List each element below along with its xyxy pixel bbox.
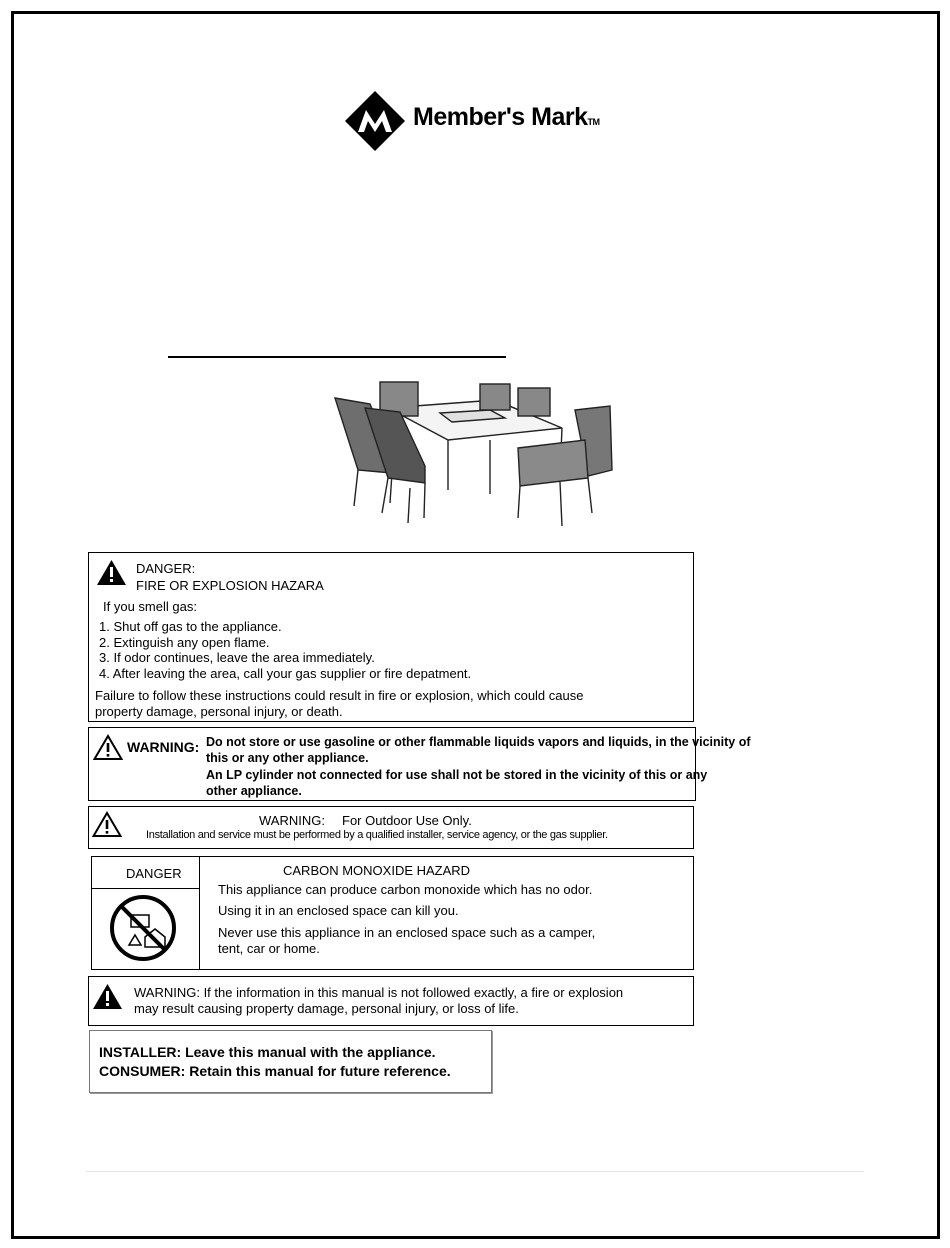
warning-outdoor-title: For Outdoor Use Only. — [342, 813, 472, 828]
danger-intro: If you smell gas: — [103, 599, 197, 614]
warning-outdoor-box — [88, 806, 694, 849]
warning-manual-text: may result causing property damage, personal injury, or loss of life. — [134, 1001, 519, 1016]
installer-note-box — [89, 1030, 492, 1093]
warning-text: An LP cylinder not connected for use shall not be stored in the vicinity of this or any — [206, 768, 708, 782]
warning-triangle-icon — [93, 734, 123, 761]
danger-step: 2. Extinguish any open flame. — [99, 635, 270, 650]
danger-step: 1. Shut off gas to the appliance. — [99, 619, 282, 634]
title-underline — [168, 356, 506, 358]
patio-dining-set-image — [330, 378, 620, 530]
no-enclosed-space-icon — [109, 893, 177, 963]
danger-heading: DANGER: — [136, 561, 196, 576]
warning-triangle-icon — [96, 559, 127, 586]
co-text: tent, car or home. — [218, 941, 320, 956]
co-text: This appliance can produce carbon monoxide which has no odor. — [218, 882, 593, 897]
warning-text: other appliance. — [206, 784, 302, 798]
danger-failure-text: Failure to follow these instructions could result in fire or explosion, which could cause — [95, 688, 584, 703]
footer-rule — [86, 1171, 864, 1172]
warning-text: this or any other appliance. — [206, 751, 369, 765]
co-divider — [199, 857, 200, 969]
warning-label: WARNING: — [127, 739, 200, 755]
warning-manual-box — [88, 976, 694, 1026]
warning-gasoline-box — [88, 727, 751, 801]
warning-triangle-icon — [92, 983, 123, 1010]
danger-gas-box — [88, 552, 694, 722]
danger-step: 3. If odor continues, leave the area immediately. — [99, 650, 375, 665]
brand-name: Member's MarkTM — [413, 103, 600, 131]
warning-manual-text: WARNING: If the information in this manual is not followed exactly, a fire or explosion — [134, 985, 624, 1000]
co-danger-label: DANGER — [126, 866, 182, 881]
consumer-text: CONSUMER: Retain this manual for future reference. — [99, 1063, 451, 1079]
warning-outdoor-body: Installation and service must be performed by a qualified installer, service agency, or the gas supplier. — [146, 829, 608, 841]
co-title: CARBON MONOXIDE HAZARD — [283, 863, 471, 878]
warning-label: WARNING: — [259, 813, 325, 828]
members-mark-diamond-icon — [344, 90, 406, 152]
co-hazard-box — [91, 856, 694, 970]
warning-triangle-icon — [92, 811, 122, 838]
danger-failure-text: property damage, personal injury, or death. — [95, 704, 343, 719]
co-text: Using it in an enclosed space can kill you. — [218, 903, 459, 918]
co-text: Never use this appliance in an enclosed space such as a camper, — [218, 925, 596, 940]
warning-text: Do not store or use gasoline or other ﬂammable liquids vapors and liquids, in the vicinity of — [206, 735, 751, 749]
installer-text: INSTALLER: Leave this manual with the appliance. — [99, 1044, 436, 1060]
danger-step: 4. After leaving the area, call your gas supplier or fire depatment. — [99, 666, 472, 681]
danger-subheading: FIRE OR EXPLOSION HAZARA — [136, 578, 324, 593]
co-divider — [92, 888, 199, 889]
brand-logo — [344, 90, 614, 152]
